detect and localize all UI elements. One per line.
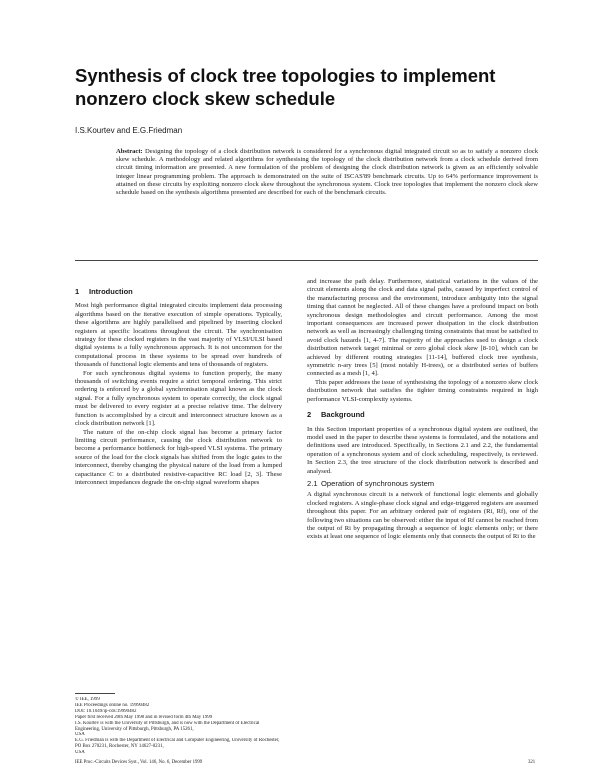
background-heading-number: 2: [307, 410, 312, 420]
paper-title: Synthesis of clock tree topologies to implement nonzero clock skew schedule: [75, 65, 496, 109]
right-column: [307, 278, 538, 542]
footnote-rule: [75, 693, 115, 694]
page-number: 321: [528, 760, 536, 765]
footnote-affiliation-2-country: USA: [75, 750, 85, 756]
intro-paragraph-4: and increase the path delay. Furthermore, statistical variations in the values of the circuit elements along the clock and data signal paths, caused by imperfect control of the manufacturing process and the environment, introduce ambiguity into the signal timing that cannot be neglected. All of these changes have a profound impact on both synchronous design methodologies and circuit performance. Among the most important consequences are increased power dissipation in the clock distribution network as well as increasingly challenging timing constraints that must be satisfied to avoid clock hazards [1, 4-7]. The majority of the approaches used to design a clock distribution network target minimal or zero global clock skew [8-10], which can be achieved by different routing strategies [11-14], buffered clock tree synthesis, symmetric n-ary trees [5] (most notably H-trees), or a distributed series of buffers connected as a mesh [1, 4].: [307, 278, 538, 378]
footnote-affiliation-2: E.G. Friedman is with the Department of Electrical and Computer Engineering, University of Rochester, PO Box 270231, Rochester, NY 14627-0231,: [75, 738, 280, 750]
intro-paragraph-5: This paper addresses the issue of synthesising the topology of a nonzero skew clock distribution network that satisfies the tighter timing constraints required in high performance VLSI-complexity systems.: [307, 378, 538, 403]
subsection-paragraph: A digital synchronous circuit is a network of functional logic elements and globally clocked registers. A single-phase clock signal and edge-triggered registers are assumed throughout this paper. For an arbitrary ordered pair of registers (Ri, Rf), one of the following two situations can be observed: either the input of Rf cannot be reached from the output of Ri by propagating through a sequence of logic elements only; or there exists at least one sequence of logic elements only that connects the output of Ri to the: [307, 491, 538, 541]
abstract-label: Abstract:: [116, 148, 143, 155]
footnote-affiliation-1: I.S. Kourtev is with the University of Pittsburgh, and is now with the Department of Electrical Engineering, University of Pittsburgh, Pittsburgh, PA 15261,: [75, 720, 260, 732]
subsection-heading-number: 2.1: [307, 478, 318, 488]
intro-paragraph-3: The nature of the on-chip clock signal has become a primary factor limiting circuit performance, causing the clock distribution network to become a performance bottleneck for high-speed VLSI systems. The primary source of the load for the clock signals has shifted from the logic gates to the interconnect, thereby changing the physical nature of the load from a lumped capacitance C to a distributed resistive-capacitive RC load [2, 3]. These interconnect impedances degrade the on-chip signal waveform shapes: [75, 428, 282, 486]
intro-heading-title: Introduction: [89, 287, 133, 296]
footnote-online: IEE Proceedings online no. 19990482: [75, 702, 150, 708]
intro-heading-number: 1: [75, 287, 80, 296]
footnote-copyright: © IEE, 1999: [75, 697, 100, 702]
left-column: [75, 288, 282, 487]
authors: I.S.Kourtev and E.G.Friedman: [75, 126, 183, 135]
background-heading-title: Background: [321, 410, 365, 420]
footnotes: [75, 693, 280, 756]
intro-heading: [75, 288, 282, 296]
footnote-affiliation-1-country: USA: [75, 732, 85, 738]
journal-footer: IEE Proc.-Circuits Devices Syst., Vol. 146, No. 6, December 1999: [75, 760, 203, 765]
footnote-doi: DOI: 10.1049/ip-cds:19990482: [75, 708, 137, 714]
background-paragraph: In this Section important properties of a synchronous digital system are outlined, the model used in the paper to describe these systems is formulated, and the notations and definitions used are introduced. Specifically, in Sections 2.1 and 2.2, the fundamental operation of a synchronous system and of clock scheduling, respectively, is reviewed. In Section 2.3, the tree structure of the clock distribution network is described and analysed.: [307, 425, 538, 475]
abstract-text: Designing the topology of a clock distribution network is considered for a synchronous digital integrated circuit so as to satisfy a nonzero clock skew schedule. A methodology and related algorithms for synthesising the topology of the clock distribution network from a clock schedule derived from circuit timing information are presented. A new formulation of the problem of designing the clock distribution network is given as an efficiently solvable integer linear programming problem. The approach is demonstrated on the suite of ISCAS'89 benchmark circuits. Up to 64% performance improvement is attained on these circuits by exploiting nonzero clock skew throughout the synchronous system. Clock tree topologies that implement the nonzero clock skew schedule based on the synthesis algorithms presented are described for each of the benchmark circuits.: [116, 148, 539, 197]
footnote-received: Paper first received 20th May 1998 and in revised form 4th May 1999: [75, 714, 213, 720]
intro-paragraph-2: For such synchronous digital systems to function properly, the many thousands of switching events require a strict temporal ordering. This strict ordering is enforced by a global synchronisation signal known as the clock signal. For a fully synchronous system to operate correctly, the clock signal must be delivered to every register at a precise relative time. The delivery function is accomplished by a circuit and interconnect structure known as a clock distribution network [1].: [75, 369, 282, 428]
abstract: [116, 148, 538, 197]
subsection-heading: [307, 480, 538, 488]
abstract-rule: [75, 260, 538, 261]
intro-paragraph-1: Most high performance digital integrated circuits implement data processing algorithms based on the iterative execution of simple operations. Typically, these algorithms are highly parallelised and pipelined by inserting clocked registers at specific locations throughout the circuit. The synchronisation strategy for these clocked registers in the vast majority of VLSI/ULSI based digital systems is a fully synchronous approach. It is not uncommon for the computational process in these systems to be spread over hundreds of thousands of functional logic elements and tens of thousands of registers.: [75, 302, 282, 369]
subsection-heading-title: Operation of synchronous system: [321, 478, 435, 488]
background-heading: [307, 411, 538, 419]
